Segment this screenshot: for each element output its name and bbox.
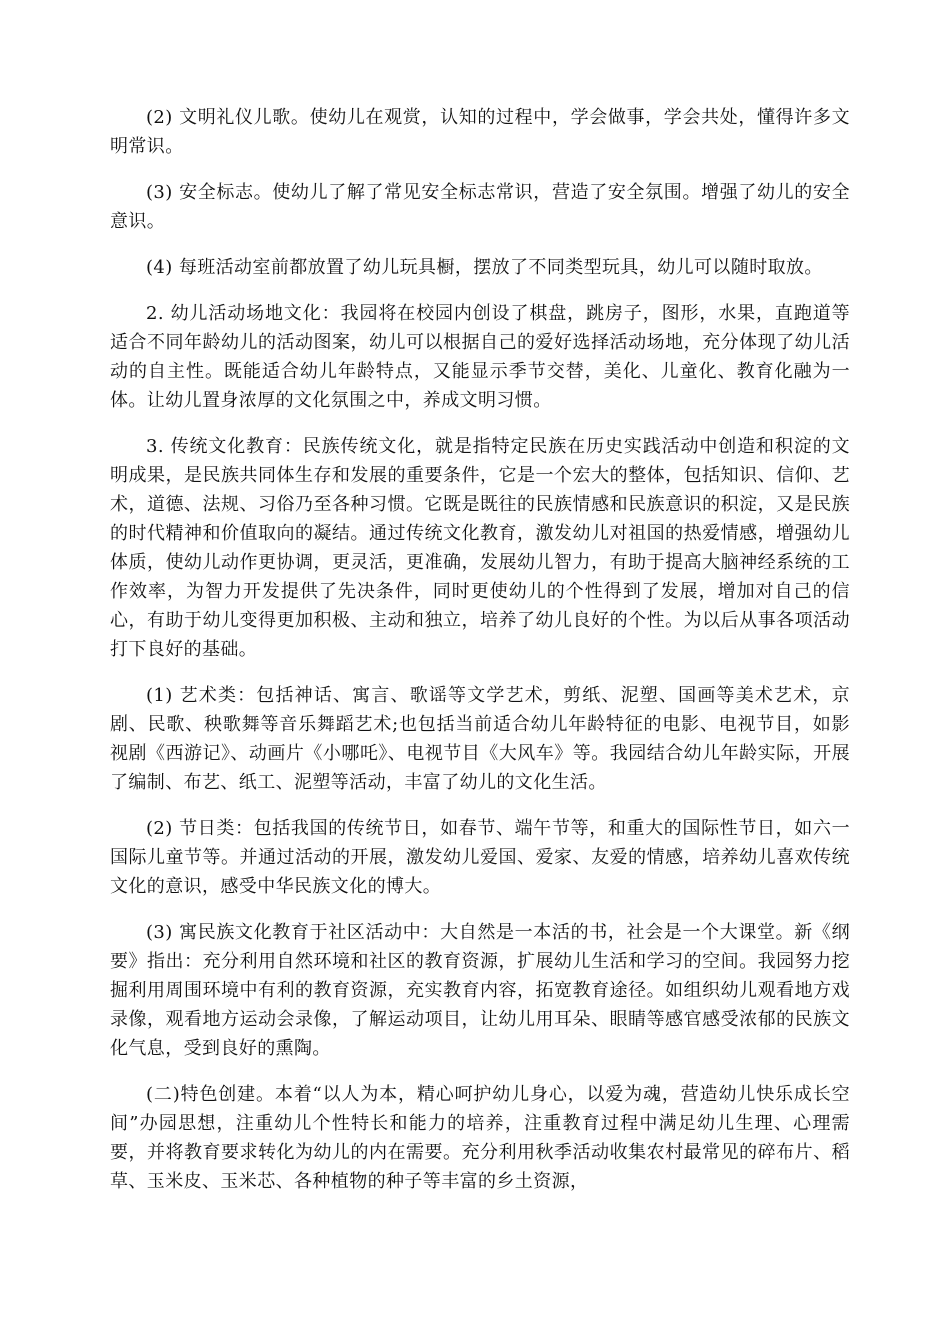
- paragraph-community-activities: (3) 寓民族文化教育于社区活动中：大自然是一本活的书，社会是一个大课堂。新《纲要》指出：充分利用自然环境和社区的教育资源，扩展幼儿生活和学习的空间。我园努力挖掘利用周围环境中有利的教育资源，充实教育内容，拓宽教育途径。如组织幼儿观看地方戏录像，观看地方运动会录像，了解运动项目，让幼儿用耳朵、眼睛等感官感受浓郁的民族文化气息，受到良好的熏陶。: [110, 922, 850, 1059]
- paragraph-traditional-culture: 3. 传统文化教育：民族传统文化，就是指特定民族在历史实践活动中创造和积淀的文明成果，是民族共同体生存和发展的重要条件，它是一个宏大的整体，包括知识、信仰、艺术，道德、法规、习俗乃至各种习惯。它既是既往的民族情感和民族意识的积淀，又是民族的时代精神和价值取向的凝结。通过传统文化教育，激发幼儿对祖国的热爱情感，增强幼儿体质，使幼儿动作更协调，更灵活，更准确，发展幼儿智力，有助于提高大脑神经系统的工作效率，为智力开发提供了先决条件，同时更使幼儿的个性得到了发展，增加对自己的信心，有助于幼儿变得更加积极、主动和独立，培养了幼儿良好的个性。为以后从事各项活动打下良好的基础。: [110, 436, 850, 660]
- paragraph-safety-signs: (3) 安全标志。使幼儿了解了常见安全标志常识，营造了安全氛围。增强了幼儿的安全意识。: [110, 182, 850, 232]
- paragraph-playground-culture: 2. 幼儿活动场地文化：我园将在校园内创设了棋盘，跳房子，图形，水果，直跑道等适合不同年龄幼儿的活动图案，幼儿可以根据自己的爱好选择活动场地，充分体现了幼儿活动的自主性。既能适合幼儿年龄特点，又能显示季节交替，美化、儿童化、教育化融为一体。让幼儿置身浓厚的文化氛围之中，养成文明习惯。: [110, 303, 850, 411]
- document-body: [110, 103, 850, 1213]
- paragraph-festivals: (2) 节日类：包括我国的传统节日，如春节、端午节等，和重大的国际性节日，如六一国际儿童节等。并通过活动的开展，激发幼儿爱国、爱家、友爱的情感，培养幼儿喜欢传统文化的意识，感受中华民族文化的博大。: [110, 818, 850, 897]
- paragraph-etiquette-songs: (2) 文明礼仪儿歌。使幼儿在观赏，认知的过程中，学会做事，学会共处，懂得许多文明常识。: [110, 107, 850, 157]
- paragraph-arts: (1) 艺术类：包括神话、寓言、歌谣等文学艺术，剪纸、泥塑、国画等美术艺术，京剧、民歌、秧歌舞等音乐舞蹈艺术;也包括当前适合幼儿年龄特征的电影、电视节目，如影视剧《西游记》、动画片《小哪吒》、电视节目《大风车》等。我园结合幼儿年龄实际，开展了编制、布艺、纸工、泥塑等活动，丰富了幼儿的文化生活。: [110, 685, 850, 793]
- paragraph-toy-cabinets: (4) 每班活动室前都放置了幼儿玩具橱，摆放了不同类型玩具，幼儿可以随时取放。: [146, 257, 823, 278]
- paragraph-feature-creation: (二)特色创建。本着“以人为本，精心呵护幼儿身心，以爱为魂，营造幼儿快乐成长空间”办园思想，注重幼儿个性特长和能力的培养，注重教育过程中满足幼儿生理、心理需要，并将教育要求转化为幼儿的内在需要。充分利用秋季活动收集农村最常见的碎布片、稻草、玉米皮、玉米芯、各种植物的种子等丰富的乡土资源，: [110, 1084, 850, 1192]
